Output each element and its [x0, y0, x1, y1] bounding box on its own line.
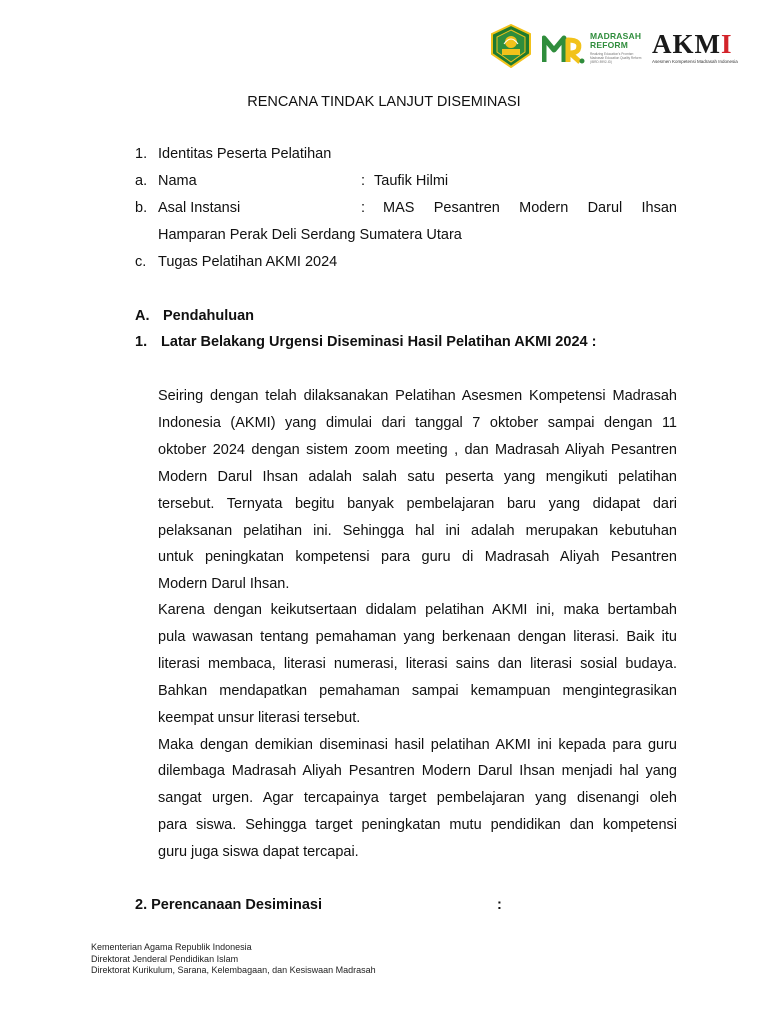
paragraph-line: Modern Darul Ihsan adalah salah satu peserta yang mengikuti pelatihan: [158, 469, 677, 485]
paragraph-line: untuk peningkatan kompetensi para guru di Madrasah Aliyah Pesantren: [158, 549, 677, 565]
akmi-m: M: [694, 29, 721, 59]
madrasah-reform-logo: [542, 28, 642, 68]
akmi-logo: [652, 30, 742, 70]
list-marker: c.: [135, 254, 147, 270]
paragraph-line: Indonesia (AKMI) yang dimulai dari tanggal 7 oktober sampai dengan 11: [158, 415, 677, 431]
footer-line-1: Kementerian Agama Republik Indonesia: [91, 942, 252, 952]
akmi-wordmark: [652, 30, 742, 58]
section-marker: A.: [135, 308, 150, 324]
paragraph-line: Modern Darul Ihsan.: [158, 576, 290, 592]
identity-heading: Identitas Peserta Pelatihan: [158, 146, 332, 162]
paragraph-line: Karena dengan keikutsertaan didalam pelatihan AKMI ini, maka bertambah: [158, 602, 677, 618]
paragraph-line: pula wawasan tentang pemahaman yang berkenaan dengan literasi. Baik itu: [158, 629, 677, 645]
header-logos: [490, 24, 740, 70]
field-label: Nama: [158, 173, 197, 189]
paragraph-line: guru juga siswa dapat tercapai.: [158, 844, 359, 860]
madrasah-reform-mark-icon: [542, 34, 586, 64]
madrasah-reform-tagline: Realizing Education's Promise: Madrasah Education Quality Reform (IBRD 8992-ID): [590, 52, 642, 64]
paragraph-line: literasi membaca, literasi numerasi, literasi sains dan literasi sosial budaya.: [158, 656, 677, 672]
paragraph-line: sangat urgen. Agar tercapainya target pembelajaran yang disenangi oleh: [158, 790, 677, 806]
madrasah-reform-wordmark: [590, 32, 641, 50]
field-colon: :: [361, 173, 366, 189]
akmi-tagline: Asesmen Kompetensi Madrasah Indonesia: [652, 59, 738, 64]
field-value: Taufik Hilmi: [374, 173, 449, 189]
akmi-i: I: [720, 29, 733, 59]
mr-title-line-2: REFORM: [590, 40, 629, 50]
section-heading: Pendahuluan: [163, 308, 255, 324]
paragraph-line: Bahkan mendapatkan pemahaman sampai kemampuan mengintegrasikan: [158, 683, 677, 699]
field-value-instansi: MAS Pesantren Modern Darul Ihsan: [383, 200, 677, 216]
mr-title-line-1: MADRASAH: [590, 31, 642, 41]
kemenag-emblem-icon: [490, 24, 532, 68]
list-number: 1.: [135, 334, 148, 350]
list-marker: b.: [135, 200, 148, 216]
field-label: Asal Instansi: [158, 200, 241, 216]
section-2-colon: :: [497, 897, 502, 913]
list-marker: a.: [135, 173, 148, 189]
field-value-instansi-cont: Hamparan Perak Deli Serdang Sumatera Utara: [158, 227, 462, 243]
paragraph-line: para siswa. Sehingga target peningkatan mutu pendidikan dan kompetensi: [158, 817, 677, 833]
paragraph-line: dilembaga Madrasah Aliyah Pesantren Modern Darul Ihsan menjadi hal yang: [158, 763, 677, 779]
paragraph-line: oktober 2024 dengan sistem zoom meeting , dan Madrasah Aliyah Pesantren: [158, 442, 677, 458]
footer-line-2: Direktorat Jenderal Pendidikan Islam: [91, 953, 239, 964]
paragraph-line: tersebut. Ternyata begitu banyak pembelajaran baru yang didapat dari: [158, 496, 677, 512]
paragraph-line: Seiring dengan telah dilaksanakan Pelatihan Asesmen Kompetensi Madrasah: [158, 388, 677, 404]
footer-line-3: Direktorat Kurikulum, Sarana, Kelembagaan, dan Kesiswaan Madrasah: [91, 965, 376, 975]
field-label: Tugas Pelatihan AKMI 2024: [158, 254, 338, 270]
field-colon: :: [361, 200, 366, 216]
akmi-prefix: AK: [652, 29, 695, 59]
paragraph-line: Maka dengan demikian diseminasi hasil pelatihan AKMI ini kepada para guru: [158, 737, 677, 753]
subsection-heading: Latar Belakang Urgensi Diseminasi Hasil Pelatihan AKMI 2024 :: [161, 334, 597, 350]
list-number: 1.: [135, 146, 148, 162]
document-title: RENCANA TINDAK LANJUT DISEMINASI: [247, 94, 521, 110]
page-footer: [91, 942, 376, 977]
section-2-heading: 2. Perencanaan Desiminasi: [135, 897, 322, 913]
paragraph-line: keempat unsur literasi tersebut.: [158, 710, 361, 726]
paragraph-line: pelaksanan pelatihan ini. Sehingga hal ini adalah merupakan kebutuhan: [158, 523, 677, 539]
